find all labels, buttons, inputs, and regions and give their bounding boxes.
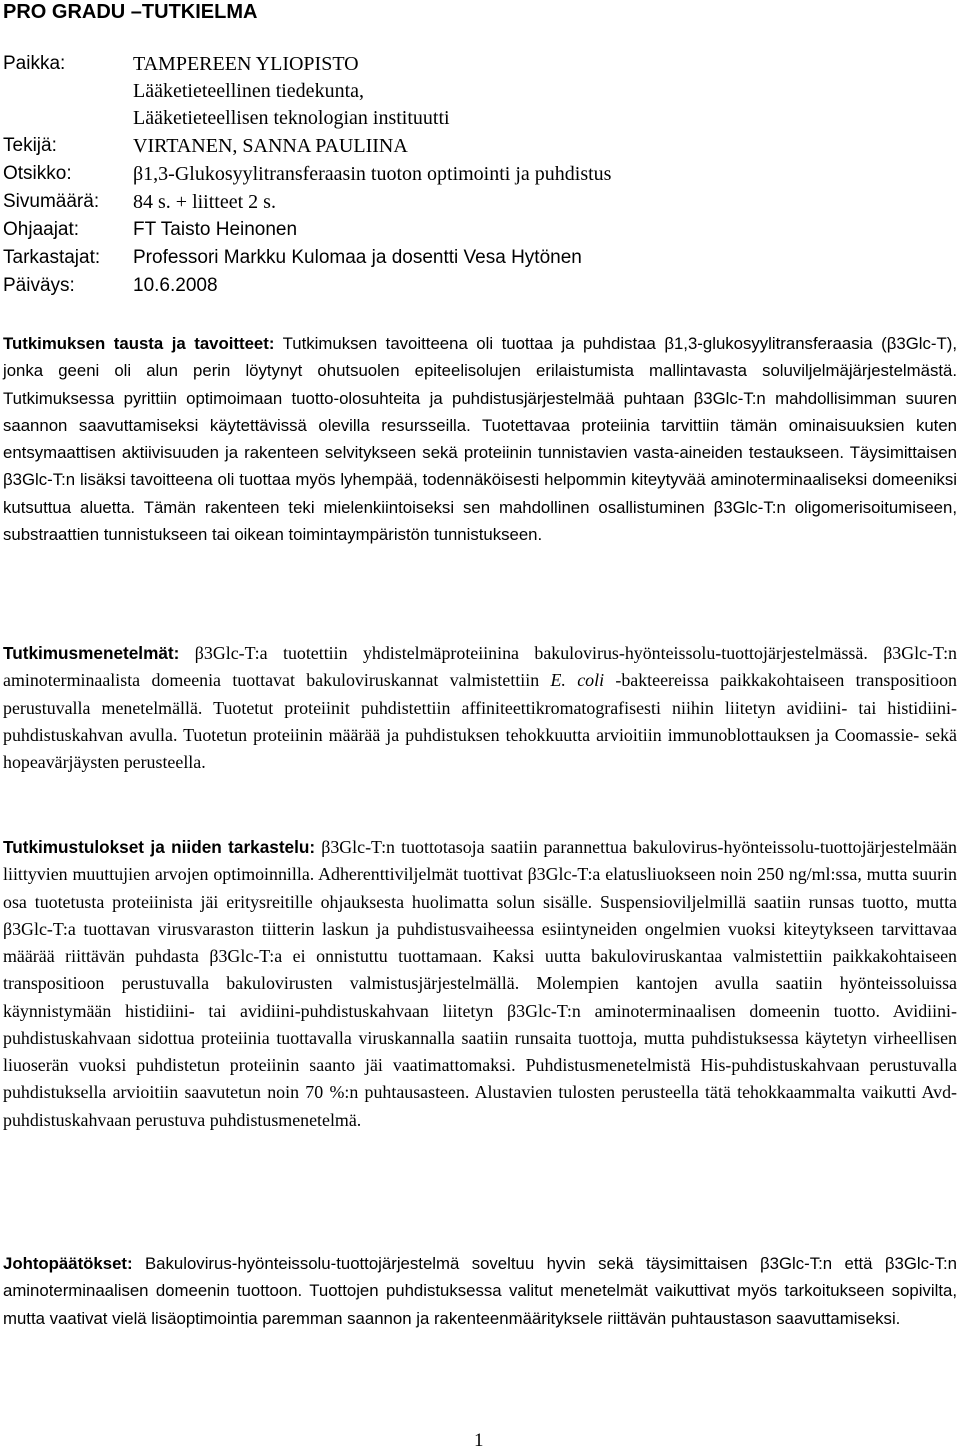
meta-pages-label: Sivumäärä: bbox=[3, 191, 100, 212]
section-methods-species-name: E. coli bbox=[550, 670, 605, 691]
page-number: 1 bbox=[474, 1430, 484, 1451]
section-methods-heading: Tutkimusmenetelmät: bbox=[3, 643, 180, 663]
section-results-body: β3Glc-T:n tuottotasoja saatiin parannettua bakulovirus-hyönteissolu-tuottojärjestelmään liittyvien muuttujien arvojen optimoinnilla. Adherenttiviljelmät tuottivat β3Glc-T:a elatusliuokseen noin 250 ng/ml:ssa, mutta suurin osa tuotetusta proteiinista jäi eritysreitille ohjauksesta huolimatta solun sisälle. Suspensioviljelmillä saatiin runsas tuotto, mutta β3Glc-T:a tuottavan virusvaraston tiitterin laskun ja puhdistusvaiheessa esiintyneiden ongelmien vuoksi kiteytykseen tarvittavaa määrää riittävän puhdasta β3Glc-T:a ei onnistuttu tuottamaan. Kaksi uutta bakuloviruskantaa valmistettiin paikkakohtaiseen transpositioon perustuvalla bakulovirusten valmistusjärjestelmällä. Molempien kantojen avulla saatiin hyönteissoluissa käynnistymään histidiini- tai avidiini-puhdistuskahvaan liitetyn β3Glc-T:n aminoterminaalisen domeenin tuotto. Avidiini-puhdistuskahvaan sidottua proteiinia tuottavalla viruskannalla saatiin runsaita tuottoja, mutta puhdistuksessa käytetyn virheellisen liuoserän vuoksi puhdistetun proteiinin saanto jäi vaatimattomaksi. Puhdistusmenetelmistä His-puhdistuskahvaan perustuvalla puhdistuksella arvioitiin saavutetun noin 70 %:n puhtausasteen. Alustavien tulosten perusteella tätä tehokkaammalta vaikutti Avd-puhdistuskahvaan perustuva puhdistusmenetelmä. bbox=[3, 837, 957, 1130]
meta-examiners-label: Tarkastajat: bbox=[3, 247, 101, 268]
meta-title-value: β1,3-Glukosyylitransferaasin tuoton optimointi ja puhdistus bbox=[133, 163, 612, 185]
section-results bbox=[3, 834, 957, 1134]
meta-title-label: Otsikko: bbox=[3, 163, 72, 184]
meta-date-value: 10.6.2008 bbox=[133, 275, 218, 296]
meta-author-label: Tekijä: bbox=[3, 135, 57, 156]
meta-supervisors-label: Ohjaajat: bbox=[3, 219, 80, 240]
section-results-heading: Tutkimustulokset ja niiden tarkastelu: bbox=[3, 837, 316, 857]
section-conclusions bbox=[3, 1250, 957, 1332]
section-methods-body-end: -bakteereissa paikkakohtaiseen transpositioon perustuvalla menetelmällä. Tuotetut proteiinit puhdistettiin affiniteettikromatografisesti niihin liitetyn avidiini- tai histidiini-puhdistuskahvan avulla. Tuotetun proteiinin määrää ja puhdistuksen tehokkuutta arvioitiin immunoblottauksen ja Coomassie- sekä hopeavärjäysten perusteella. bbox=[3, 670, 957, 772]
meta-place-institute: Lääketieteellisen teknologian instituutti bbox=[133, 107, 450, 129]
section-background bbox=[3, 330, 957, 548]
section-background-heading: Tutkimuksen tausta ja tavoitteet: bbox=[3, 334, 275, 353]
meta-author-value: VIRTANEN, SANNA PAULIINA bbox=[133, 135, 408, 157]
section-background-body: Tutkimuksen tavoitteena oli tuottaa ja puhdistaa β1,3-glukosyylitransferaasia (β3Glc-T), jonka geeni oli alun perin löytynyt ohutsuolen epiteelisolujen erilaistumista mallintavasta soluviljelmäjärjestelmästä. Tutkimuksessa pyrittiin optimoimaan tuotto-olosuhteita ja puhdistusjärjestelmää puhtaan β3Glc-T:n mahdollisimman suuren saannon saavuttamiseksi käytettävissä olevilla resursseilla. Tuotettavaa proteiinia tarvittiin tämän ominaisuuksien kuten entsymaattisen aktiivisuuden ja rakenteen selvitykseen sekä proteiinin tunnistavien vasta-aineiden testaukseen. Täysimittaisen β3Glc-T:n lisäksi tavoitteena oli tuottaa myös lyhempää, todennäköisesti helpommin kiteytyvää aminoterminaaliseksi domeeniksi kutsuttua aluetta. Tämän rakenteen teki mielenkiintoiseksi sen mahdollinen osallistuminen β3Glc-T:n oligomerisoitumiseen, substraattien tunnistukseen tai oikean toimintaympäristön tunnistukseen. bbox=[3, 334, 957, 544]
meta-pages-value: 84 s. + liitteet 2 s. bbox=[133, 191, 276, 213]
section-conclusions-body: Bakulovirus-hyönteissolu-tuottojärjestelmä soveltuu hyvin sekä täysimittaisen β3Glc-T:n että β3Glc-T:n aminoterminaalisen domeenin tuottoon. Tuottojen puhdistuksessa valitut menetelmät vaikuttivat myös tarkoitukseen sopivilta, mutta vaativat vielä lisäoptimointia paremman saannon ja rakenteenmäärityksele riittävän puhtaustason saavuttamiseksi. bbox=[3, 1254, 957, 1328]
section-conclusions-heading: Johtopäätökset: bbox=[3, 1254, 133, 1273]
meta-place-label: Paikka: bbox=[3, 53, 66, 74]
meta-place-faculty: Lääketieteellinen tiedekunta, bbox=[133, 80, 364, 102]
section-methods-body-start: β3Glc-T:a tuotettiin yhdistelmäproteiinina bakulovirus-hyönteissolu-tuottojärjestelmässä. β3Glc-T:n aminoterminaalista domeenia tuottavat bakuloviruskannat valmistettiin bbox=[3, 643, 957, 691]
meta-examiners-value: Professori Markku Kulomaa ja dosentti Vesa Hytönen bbox=[133, 247, 582, 268]
meta-place-university: TAMPEREEN YLIOPISTO bbox=[133, 53, 359, 75]
document-title: PRO GRADU –TUTKIELMA bbox=[3, 1, 258, 23]
section-methods bbox=[3, 640, 957, 776]
meta-date-label: Päiväys: bbox=[3, 275, 75, 296]
meta-supervisors-value: FT Taisto Heinonen bbox=[133, 219, 298, 240]
